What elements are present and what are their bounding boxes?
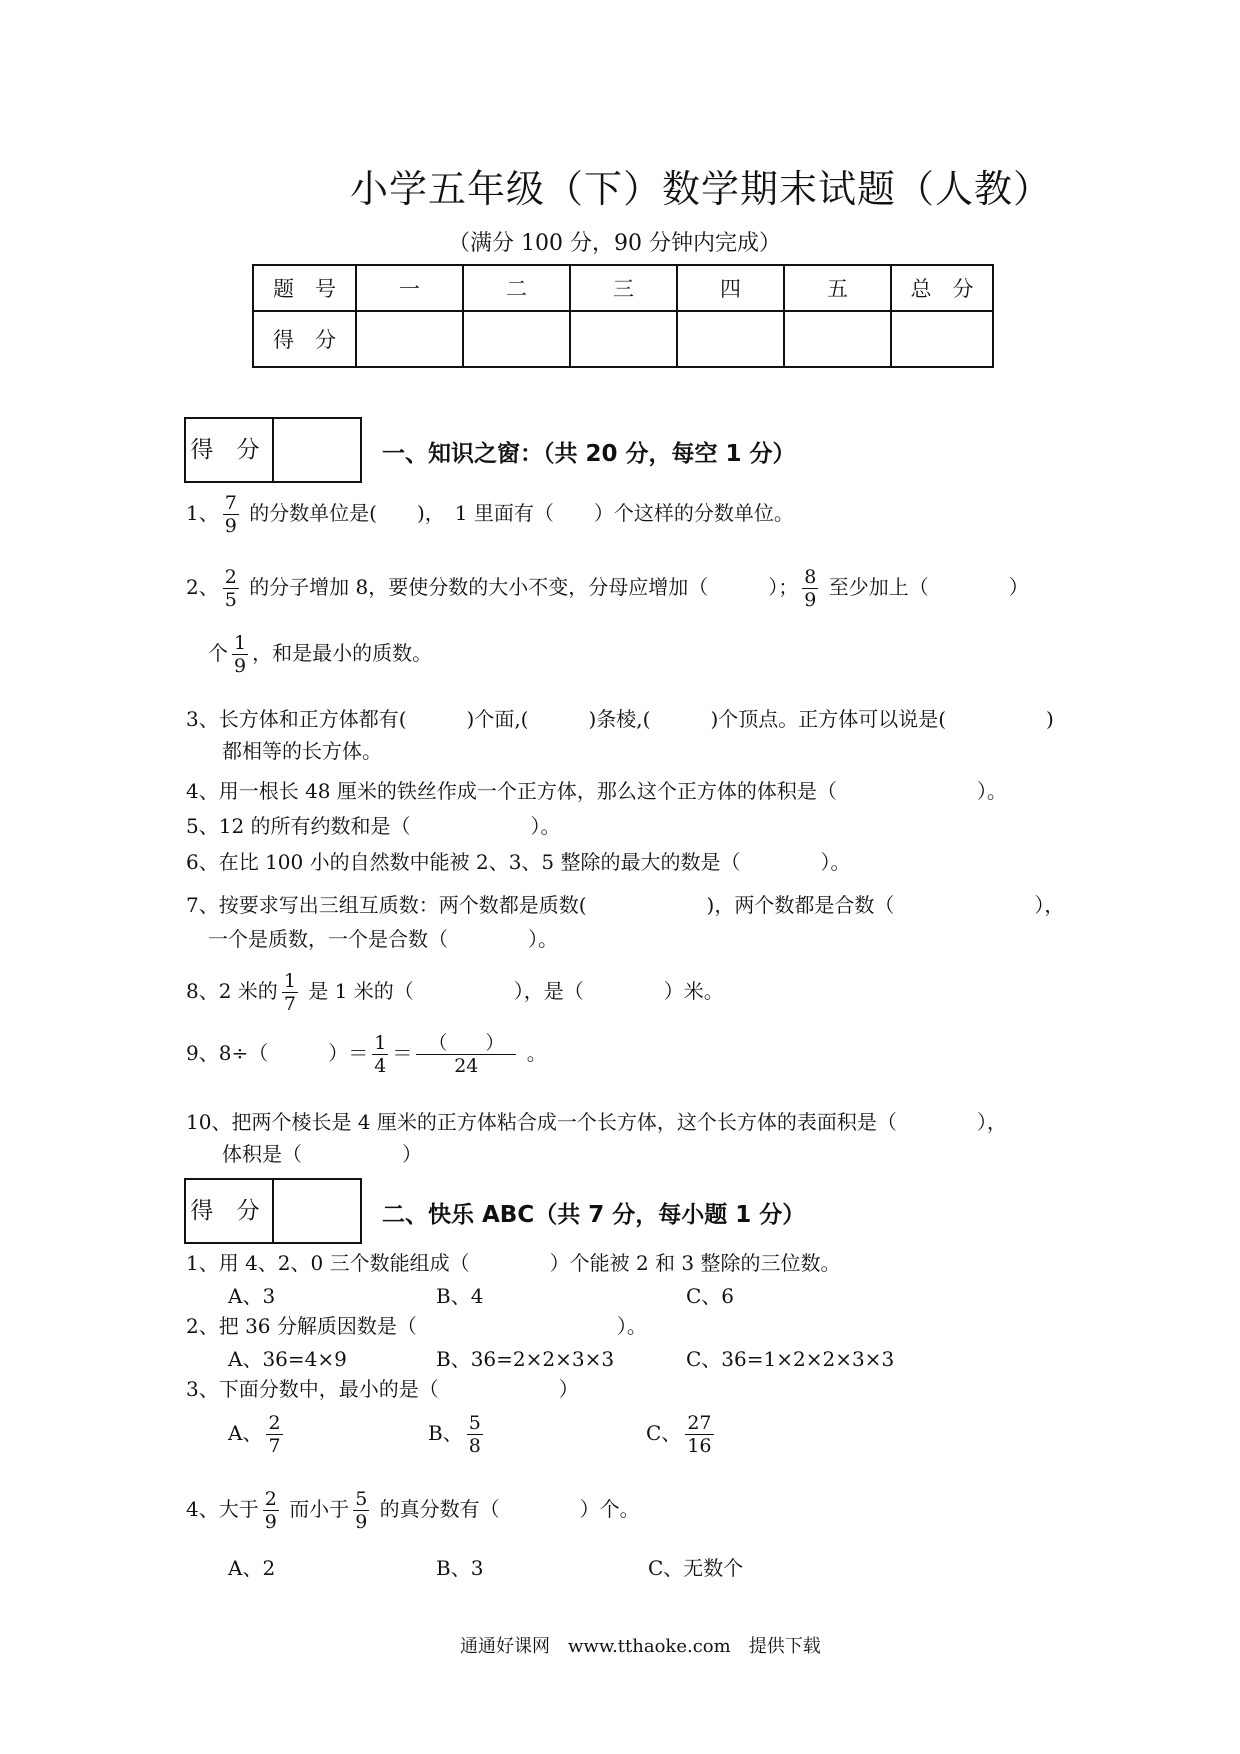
question-text: 的分子增加 8，要使分数的大小不变，分母应增加（ ）； <box>249 575 799 599</box>
fraction <box>232 632 248 677</box>
option-b[interactable]: B、4 <box>436 1284 484 1308</box>
score-input-cell[interactable] <box>356 311 463 367</box>
fraction <box>416 1032 516 1077</box>
question-2 <box>186 566 1029 611</box>
mc-question-2: 2、把 36 分解质因数是（ ）。 <box>186 1314 647 1338</box>
fraction-numerator: 5 <box>355 1488 368 1510</box>
section1-score-box <box>184 417 362 483</box>
fraction <box>802 566 818 611</box>
fraction-denominator: 24 <box>454 1055 479 1077</box>
fraction-numerator: 2 <box>268 1412 281 1434</box>
option-label: B、 <box>428 1421 463 1445</box>
option-b[interactable]: B、3 <box>436 1556 484 1580</box>
section2-score-box <box>184 1178 362 1244</box>
fraction-numerator: 5 <box>468 1412 481 1434</box>
score-box-label: 得 分 <box>186 1180 274 1242</box>
score-input-cell[interactable] <box>570 311 677 367</box>
question-text: 8、2 米的 <box>186 979 278 1003</box>
page-title: 小学五年级（下）数学期末试题（人教） <box>350 167 1053 211</box>
mc-question-1: 1、用 4、2、0 三个数能组成（ ）个能被 2 和 3 整除的三位数。 <box>186 1251 841 1275</box>
footer-credit: 通通好课网 www.tthaoke.com 提供下载 <box>460 1636 821 1657</box>
option-c[interactable] <box>646 1412 718 1457</box>
fraction-numerator: 8 <box>804 566 817 588</box>
fraction <box>282 970 298 1015</box>
option-b[interactable] <box>428 1412 487 1457</box>
table-cell: 三 <box>570 265 677 311</box>
fraction-numerator: 1 <box>234 632 247 654</box>
question-text: 至少加上（ ） <box>828 575 1029 599</box>
fraction-denominator: 4 <box>374 1055 387 1077</box>
fraction-denominator: 16 <box>687 1435 712 1457</box>
question-number: 1、 <box>186 501 219 525</box>
question-text: 的真分数有（ ）个。 <box>379 1497 640 1521</box>
fraction <box>372 1032 388 1077</box>
table-cell: 一 <box>356 265 463 311</box>
question-text: 。 <box>526 1041 547 1065</box>
question-number: 2、 <box>186 575 219 599</box>
mc-question-4 <box>186 1488 640 1533</box>
table-cell: 得 分 <box>253 311 356 367</box>
score-input-cell[interactable] <box>677 311 784 367</box>
fraction <box>685 1412 713 1457</box>
option-a[interactable]: A、36=4×9 <box>228 1347 347 1371</box>
fraction-denominator: 7 <box>268 1435 281 1457</box>
score-table <box>252 264 994 368</box>
fraction <box>223 566 239 611</box>
question-2-line2 <box>208 632 432 677</box>
option-label: A、 <box>228 1421 263 1445</box>
fraction-denominator: 9 <box>234 655 247 677</box>
question-7: 7、按要求写出三组互质数：两个数都是质数( )，两个数都是合数（ ）， <box>186 893 1065 917</box>
fraction <box>467 1412 483 1457</box>
score-input-cell[interactable] <box>463 311 570 367</box>
question-text: 而小于 <box>289 1497 350 1521</box>
option-c[interactable]: C、无数个 <box>648 1556 744 1580</box>
question-5: 5、12 的所有约数和是（ ）。 <box>186 814 561 838</box>
fraction-numerator: 1 <box>374 1032 387 1054</box>
fraction <box>266 1412 282 1457</box>
option-a[interactable] <box>228 1412 287 1457</box>
fraction <box>263 1488 279 1533</box>
score-box-blank[interactable] <box>275 1180 360 1242</box>
question-10-line2: 体积是（ ） <box>222 1142 422 1166</box>
question-10: 10、把两个棱长是 4 厘米的正方体粘合成一个长方体，这个长方体的表面积是（ ）， <box>186 1110 1007 1134</box>
table-cell: 五 <box>784 265 891 311</box>
fraction-denominator: 7 <box>283 993 296 1015</box>
fraction <box>353 1488 369 1533</box>
fraction-denominator: 9 <box>804 589 817 611</box>
question-text: 4、大于 <box>186 1497 259 1521</box>
question-3-line2: 都相等的长方体。 <box>222 739 382 763</box>
question-3: 3、长方体和正方体都有( )个面,( )条棱,( )个顶点。正方体可以说是( ) <box>186 707 1054 731</box>
fraction <box>223 492 239 537</box>
question-text: 9、8÷（ ）＝ <box>186 1041 369 1065</box>
section1-heading: 一、知识之窗：（共 20 分，每空 1 分） <box>382 441 796 467</box>
option-b[interactable]: B、36=2×2×3×3 <box>436 1347 615 1371</box>
page-subtitle: （满分 100 分，90 分钟内完成） <box>448 231 781 256</box>
fraction-denominator: 8 <box>468 1435 481 1457</box>
option-a[interactable]: A、3 <box>228 1284 276 1308</box>
question-9 <box>186 1032 547 1077</box>
fraction-denominator: 5 <box>224 589 237 611</box>
option-label: C、 <box>646 1421 682 1445</box>
section2-heading: 二、快乐 ABC（共 7 分，每小题 1 分） <box>382 1202 806 1228</box>
fraction-denominator: 9 <box>355 1511 368 1533</box>
score-table-header-row <box>253 265 993 311</box>
score-box-label: 得 分 <box>186 419 274 481</box>
table-cell: 二 <box>463 265 570 311</box>
fraction-numerator: 2 <box>224 566 237 588</box>
question-1 <box>186 492 794 537</box>
question-text: 的分数单位是( )， 1 里面有（ ）个这样的分数单位。 <box>249 501 794 525</box>
table-cell: 题 号 <box>253 265 356 311</box>
option-a[interactable]: A、2 <box>228 1556 276 1580</box>
question-4: 4、用一根长 48 厘米的铁丝作成一个正方体，那么这个正方体的体积是（ ）。 <box>186 779 1007 803</box>
question-8 <box>186 970 724 1015</box>
table-cell: 总 分 <box>891 265 993 311</box>
equals-sign: ＝ <box>392 1041 413 1065</box>
option-c[interactable]: C、36=1×2×2×3×3 <box>686 1347 895 1371</box>
score-table-score-row <box>253 311 993 367</box>
fraction-denominator: 9 <box>224 515 237 537</box>
option-c[interactable]: C、6 <box>686 1284 735 1308</box>
fraction-numerator: （ ） <box>416 1032 516 1055</box>
fraction-numerator: 7 <box>224 492 237 514</box>
question-text: 是 1 米的（ ），是（ ）米。 <box>308 979 724 1003</box>
fraction-numerator: 2 <box>264 1488 277 1510</box>
question-6: 6、在比 100 小的自然数中能被 2、3、5 整除的最大的数是（ ）。 <box>186 850 851 874</box>
fraction-denominator: 9 <box>264 1511 277 1533</box>
fraction-numerator: 1 <box>283 970 296 992</box>
question-text: 个 <box>208 641 228 665</box>
table-cell: 四 <box>677 265 784 311</box>
question-text: ，和是最小的质数。 <box>252 641 433 665</box>
score-box-blank[interactable] <box>275 419 360 481</box>
score-input-cell[interactable] <box>891 311 993 367</box>
fraction-numerator: 27 <box>687 1412 712 1434</box>
score-input-cell[interactable] <box>784 311 891 367</box>
question-7-line2: 一个是质数，一个是合数（ ）。 <box>208 927 558 951</box>
mc-question-3: 3、下面分数中，最小的是（ ） <box>186 1377 579 1401</box>
